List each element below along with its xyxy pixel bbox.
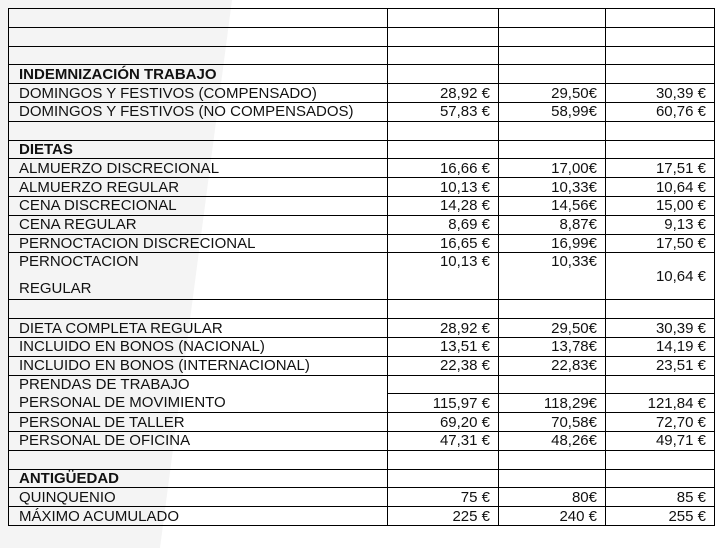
- row-label: ALMUERZO DISCRECIONAL: [9, 159, 388, 178]
- table-row: [9, 178, 715, 197]
- row-label: INCLUIDO EN BONOS (NACIONAL): [9, 337, 388, 356]
- value-cell-col1: 8,69 €: [388, 215, 499, 234]
- value-cell-col2: [499, 65, 606, 84]
- row-label: PERNOCTACION DISCRECIONAL: [9, 234, 388, 253]
- value-cell-col2: [499, 300, 606, 319]
- table-row: [9, 234, 715, 253]
- value-cell-col2: 13,78€: [499, 337, 606, 356]
- empty-row: [9, 121, 715, 140]
- value-cell-col3: [606, 121, 715, 140]
- value-cell-col1: [388, 121, 499, 140]
- table-row: [9, 337, 715, 356]
- table-row: [9, 356, 715, 375]
- value-cell-col2: 16,99€: [499, 234, 606, 253]
- value-cell-col1: 22,38 €: [388, 356, 499, 375]
- row-label-line: REGULAR: [19, 280, 92, 298]
- value-cell-col3: 30,39 €: [606, 84, 715, 103]
- value-cell-col3: [606, 46, 715, 65]
- section-header-row: [9, 65, 715, 84]
- value-cell-col1: 13,51 €: [388, 337, 499, 356]
- row-label: [9, 450, 388, 469]
- value-cell-col3: [606, 450, 715, 469]
- table-row: [9, 102, 715, 121]
- value-cell-col2: [499, 27, 606, 46]
- value-cell-col2: [499, 450, 606, 469]
- section-header-row: [9, 469, 715, 488]
- row-label: CENA REGULAR: [9, 215, 388, 234]
- table-row: [9, 431, 715, 450]
- empty-row: [9, 46, 715, 65]
- value-cell-col2: 70,58€: [499, 413, 606, 432]
- value-cell-col2: 29,50€: [499, 84, 606, 103]
- value-cell-col2: 8,87€: [499, 215, 606, 234]
- row-label-line: PERNOCTACION: [19, 253, 139, 271]
- value-cell-col3: [606, 9, 715, 28]
- value-cell-col2: 58,99€: [499, 102, 606, 121]
- section-header-row: [9, 140, 715, 159]
- value-cell-col1: [388, 450, 499, 469]
- empty-row: [9, 300, 715, 319]
- row-label: [9, 253, 388, 300]
- table-row: [9, 488, 715, 507]
- value-cell-col2: 17,00€: [499, 159, 606, 178]
- value-cell-col2: 29,50€: [499, 319, 606, 338]
- row-label: [9, 27, 388, 46]
- row-label: MÁXIMO ACUMULADO: [9, 507, 388, 526]
- value-cell-col1: [388, 9, 499, 28]
- value-cell-col3: [606, 65, 715, 84]
- value-cell-col1: [388, 46, 499, 65]
- value-cell-col2: 80€: [499, 488, 606, 507]
- value-cell-col3: 10,64 €: [606, 253, 715, 300]
- value-cell-col2: 48,26€: [499, 431, 606, 450]
- row-label: INDEMNIZACIÓN TRABAJO: [9, 65, 388, 84]
- value-cell-col1: [388, 375, 499, 394]
- row-label: PERSONAL DE TALLER: [9, 413, 388, 432]
- value-cell-col3: 15,00 €: [606, 196, 715, 215]
- value-cell-col1: [388, 65, 499, 84]
- value-cell-col2: 240 €: [499, 507, 606, 526]
- value-cell-col2: [499, 9, 606, 28]
- row-label: DOMINGOS Y FESTIVOS (COMPENSADO): [9, 84, 388, 103]
- allowances-table: [8, 8, 715, 526]
- table-row: [9, 413, 715, 432]
- value-cell-col1: 57,83 €: [388, 102, 499, 121]
- value-cell-col3: 85 €: [606, 488, 715, 507]
- value-cell-col3: [606, 27, 715, 46]
- value-cell-col3: 72,70 €: [606, 413, 715, 432]
- table-row: [9, 159, 715, 178]
- value-cell-col1: 75 €: [388, 488, 499, 507]
- row-label: [9, 121, 388, 140]
- value-cell-col1: 14,28 €: [388, 196, 499, 215]
- value-cell-col2: 10,33€: [499, 178, 606, 197]
- value-cell-col2: 22,83€: [499, 356, 606, 375]
- table-row: [9, 507, 715, 526]
- value-cell-col1: 10,13 €: [388, 253, 499, 300]
- value-cell-col3: 49,71 €: [606, 431, 715, 450]
- value-cell-col1: [388, 140, 499, 159]
- value-cell-col1: 10,13 €: [388, 178, 499, 197]
- table-row: [9, 375, 715, 394]
- value-cell-col1: [388, 469, 499, 488]
- table-row: [9, 84, 715, 103]
- value-cell-col3: [606, 300, 715, 319]
- value-cell-col2: [499, 469, 606, 488]
- row-label: DIETA COMPLETA REGULAR: [9, 319, 388, 338]
- row-label: PRENDAS DE TRABAJO: [9, 375, 388, 394]
- value-cell-col3: 23,51 €: [606, 356, 715, 375]
- value-cell-col3: 30,39 €: [606, 319, 715, 338]
- value-cell-col1: [388, 300, 499, 319]
- table-row: [9, 319, 715, 338]
- value-cell-col3: 9,13 €: [606, 215, 715, 234]
- table-row: [9, 196, 715, 215]
- value-cell-col3: 17,51 €: [606, 159, 715, 178]
- value-cell-col3: 14,19 €: [606, 337, 715, 356]
- value-cell-col3: 10,64 €: [606, 178, 715, 197]
- value-cell-col2: [499, 140, 606, 159]
- value-cell-col3: [606, 469, 715, 488]
- value-cell-col3: 60,76 €: [606, 102, 715, 121]
- row-label: DOMINGOS Y FESTIVOS (NO COMPENSADOS): [9, 102, 388, 121]
- value-cell-col2: [499, 121, 606, 140]
- empty-row: [9, 27, 715, 46]
- value-cell-col3: 17,50 €: [606, 234, 715, 253]
- row-label: QUINQUENIO: [9, 488, 388, 507]
- value-cell-col2: 14,56€: [499, 196, 606, 215]
- row-label: PERSONAL DE MOVIMIENTO: [9, 394, 388, 413]
- value-cell-col1: 16,66 €: [388, 159, 499, 178]
- value-cell-col3: [606, 375, 715, 394]
- value-cell-col3: 255 €: [606, 507, 715, 526]
- value-cell-col3: [606, 140, 715, 159]
- row-label: PERSONAL DE OFICINA: [9, 431, 388, 450]
- row-label: ANTIGÜEDAD: [9, 469, 388, 488]
- value-cell-col1: 28,92 €: [388, 319, 499, 338]
- row-label: ALMUERZO REGULAR: [9, 178, 388, 197]
- row-label: CENA DISCRECIONAL: [9, 196, 388, 215]
- value-cell-col2: 10,33€: [499, 253, 606, 300]
- empty-row: [9, 9, 715, 28]
- value-cell-col1: 47,31 €: [388, 431, 499, 450]
- value-cell-col2: [499, 46, 606, 65]
- row-label: DIETAS: [9, 140, 388, 159]
- value-cell-col1: 16,65 €: [388, 234, 499, 253]
- value-cell-col1: 115,97 €: [388, 394, 499, 413]
- value-cell-col1: 28,92 €: [388, 84, 499, 103]
- value-cell-col1: [388, 27, 499, 46]
- row-label: [9, 46, 388, 65]
- value-cell-col1: 69,20 €: [388, 413, 499, 432]
- value-cell-col1: 225 €: [388, 507, 499, 526]
- value-cell-col2: [499, 375, 606, 394]
- value-cell-col3: 121,84 €: [606, 394, 715, 413]
- row-label: INCLUIDO EN BONOS (INTERNACIONAL): [9, 356, 388, 375]
- table-row: [9, 215, 715, 234]
- table-row: [9, 253, 715, 300]
- empty-row: [9, 450, 715, 469]
- row-label: [9, 300, 388, 319]
- value-cell-col2: 118,29€: [499, 394, 606, 413]
- table-row: [9, 394, 715, 413]
- row-label: [9, 9, 388, 28]
